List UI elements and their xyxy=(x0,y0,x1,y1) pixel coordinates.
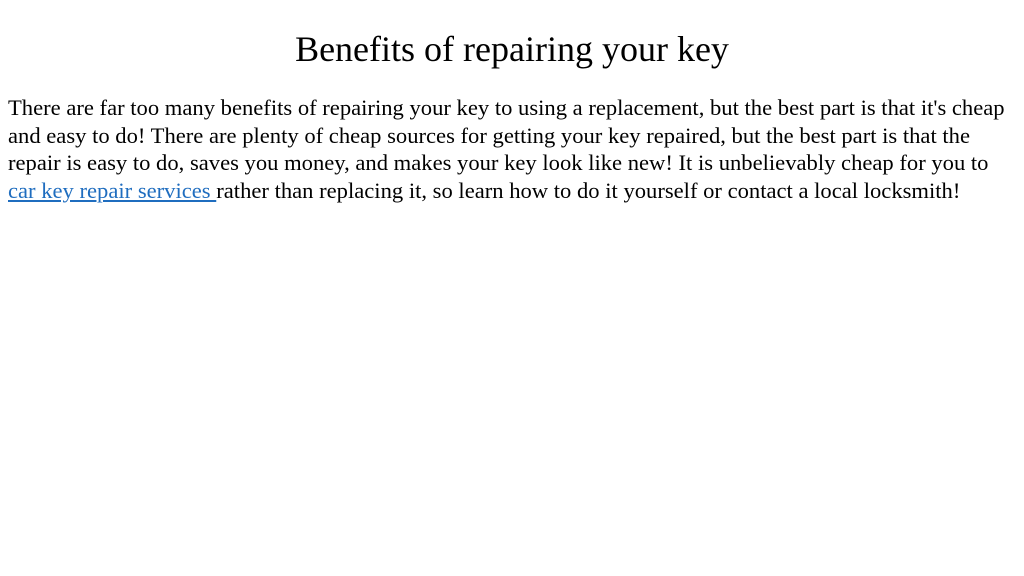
body-paragraph xyxy=(8,94,1016,204)
car-key-repair-services-link[interactable]: car key repair services xyxy=(8,177,217,203)
page-title: Benefits of repairing your key xyxy=(295,29,729,69)
body-text-before-link: There are far too many benefits of repairing your key to using a replacement, but the best part is that it's cheap and easy to do! There are plenty of cheap sources for getting your key repaired, but the best part is that the repair is easy to do, saves you money, and makes your key look like new! It is unbelievably cheap for you to xyxy=(8,95,1005,176)
body-text-after-link: rather than replacing it, so learn how to do it yourself or contact a local locksmith! xyxy=(216,177,961,203)
